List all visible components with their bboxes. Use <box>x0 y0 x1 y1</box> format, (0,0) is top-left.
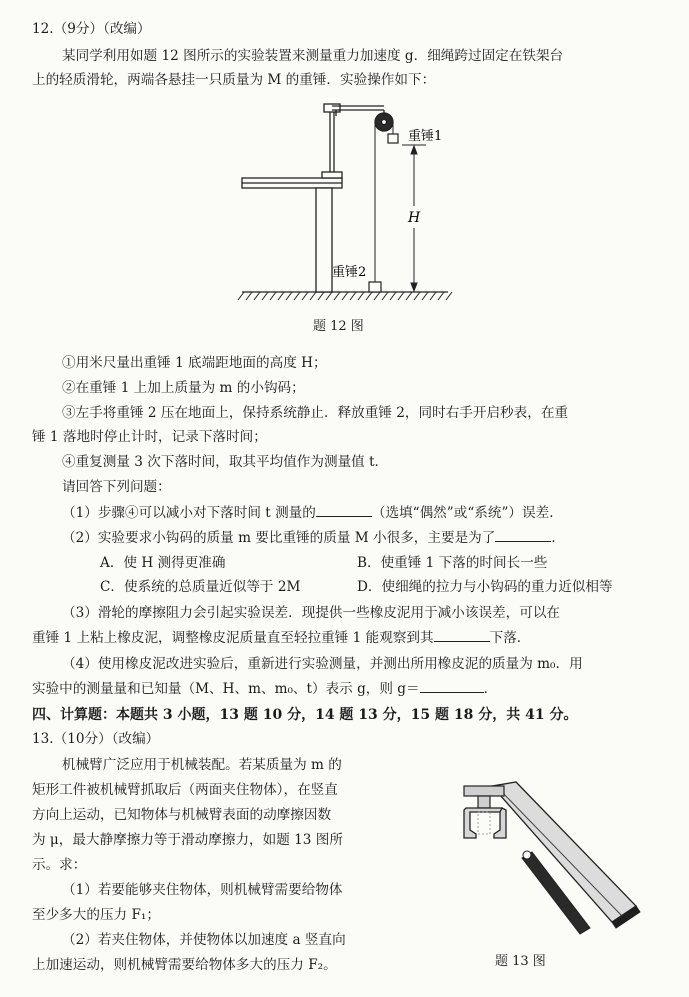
q13-sub2-line1: （2）若夹住物体，并使物体以加速度 a 竖直向 <box>62 932 346 948</box>
q12-sub1-text-after: （选填“偶然”或“系统”）误差． <box>371 505 563 521</box>
q12-step3-line2: 锤 1 落地时停止计时，记录下落时间； <box>32 429 267 445</box>
q13-para-line1: 机械臂广泛应用于机械装配。若某质量为 m 的 <box>62 757 342 773</box>
q12-option-c: C．使系统的总质量近似等于 2M <box>100 579 301 595</box>
q12-sub4-line1: （4）使用橡皮泥改进实验后，重新进行实验测量，并测出所用橡皮泥的质量为 m₀．用 <box>62 656 583 672</box>
q12-sub1-blank[interactable] <box>316 504 372 517</box>
q12-sub4-line2 <box>32 680 497 698</box>
q12-sub4-blank[interactable] <box>420 680 484 693</box>
q12-sub3-line1: （3）滑轮的摩擦阻力会引起实验误差．现提供一些橡皮泥用于减小该误差，可以在 <box>62 605 561 621</box>
q13-para-line5: 示。求： <box>32 857 87 873</box>
q12-sub4-text-after: ． <box>483 681 498 697</box>
q13-sub2-line2: 上加速运动，则机械臂需要给物体多大的压力 F₂。 <box>32 957 337 973</box>
weight-2 <box>369 282 381 292</box>
q12-option-b: B．使重锤 1 下落的时间长一些 <box>357 555 548 571</box>
weight-1 <box>388 134 398 143</box>
rope <box>375 122 393 282</box>
q12-sub1-text: （1）步骤④可以减小对下落时间 t 测量的 <box>62 505 316 521</box>
q12-sub1 <box>62 504 563 522</box>
q12-sub2-blank[interactable] <box>495 529 551 542</box>
q12-intro-line1: 某同学利用如题 12 图所示的实验装置来测量重力加速度 g．细绳跨过固定在铁架台 <box>62 48 564 64</box>
figure-13-caption: 题 13 图 <box>495 954 546 969</box>
height-label: H <box>408 210 421 226</box>
q12-sub3-text: 重锤 1 上粘上橡皮泥，调整橡皮泥质量直至轻拉重锤 1 能观察到其 <box>32 630 434 646</box>
figure-12-caption: 题 12 图 <box>313 319 364 334</box>
q12-sub2 <box>62 529 565 547</box>
pulley <box>375 110 393 131</box>
q12-intro-line2: 上的轻质滑轮，两端各悬挂一只质量为 M 的重锤．实验操作如下： <box>32 72 436 88</box>
q12-sub3-blank[interactable] <box>434 629 490 642</box>
figure-13-robotic-arm <box>452 778 662 940</box>
q13-para-line3: 方向上运动，已知物体与机械臂表面的动摩擦因数 <box>32 807 332 823</box>
section-4-heading: 四、计算题：本题共 3 小题，13 题 10 分，14 题 13 分，15 题 18 分，共 41 分。 <box>32 707 578 723</box>
q12-step3-line1: ③左手将重锤 2 压在地面上，保持系统静止．释放重锤 2，同时右手开启秒表，在重 <box>62 405 569 421</box>
table <box>242 178 342 292</box>
q12-sub3-text-after: 下落． <box>489 630 531 646</box>
q13-para-line4: 为 μ，最大静摩擦力等于滑动摩擦力，如题 13 图所 <box>32 832 343 848</box>
figure-12-apparatus <box>236 96 458 308</box>
q12-sub4-text: 实验中的测量量和已知量（M、H、m、m₀、t）表示 g，则 g＝ <box>32 681 420 697</box>
q12-option-d: D．使细绳的拉力与小钩码的重力近似相等 <box>357 579 613 595</box>
q12-sub2-text: （2）实验要求小钩码的质量 m 要比重锤的质量 M 小很多，主要是为了 <box>62 530 496 546</box>
q12-step4: ④重复测量 3 次下落时间，取其平均值作为测量值 t． <box>62 454 389 470</box>
q13-sub1-line1: （1）若要能够夹住物体，则机械臂需要给物体 <box>62 882 343 898</box>
q13-header: 13.（10分）（改编） <box>32 731 160 747</box>
q13-sub1-line2: 至少多大的压力 F₁； <box>32 907 160 923</box>
q12-sub2-text-after: ． <box>551 530 565 546</box>
q12-header: 12.（9分）（改编） <box>32 21 151 37</box>
q12-ask: 请回答下列问题： <box>62 479 171 495</box>
weight-2-label: 重锤2 <box>332 265 367 280</box>
q12-step1: ①用米尺量出重锤 1 底端距地面的高度 H； <box>62 355 327 371</box>
q12-option-a: A．使 H 测得更准确 <box>100 555 226 571</box>
weight-1-label: 重锤1 <box>408 129 443 144</box>
ground <box>238 292 452 300</box>
gripper <box>464 808 506 838</box>
q12-sub3-line2 <box>32 629 530 647</box>
q13-para-line2: 矩形工件被机械臂抓取后（两面夹住物体），在竖直 <box>32 782 338 798</box>
q12-step2: ②在重锤 1 上加上质量为 m 的小钩码； <box>62 380 305 396</box>
